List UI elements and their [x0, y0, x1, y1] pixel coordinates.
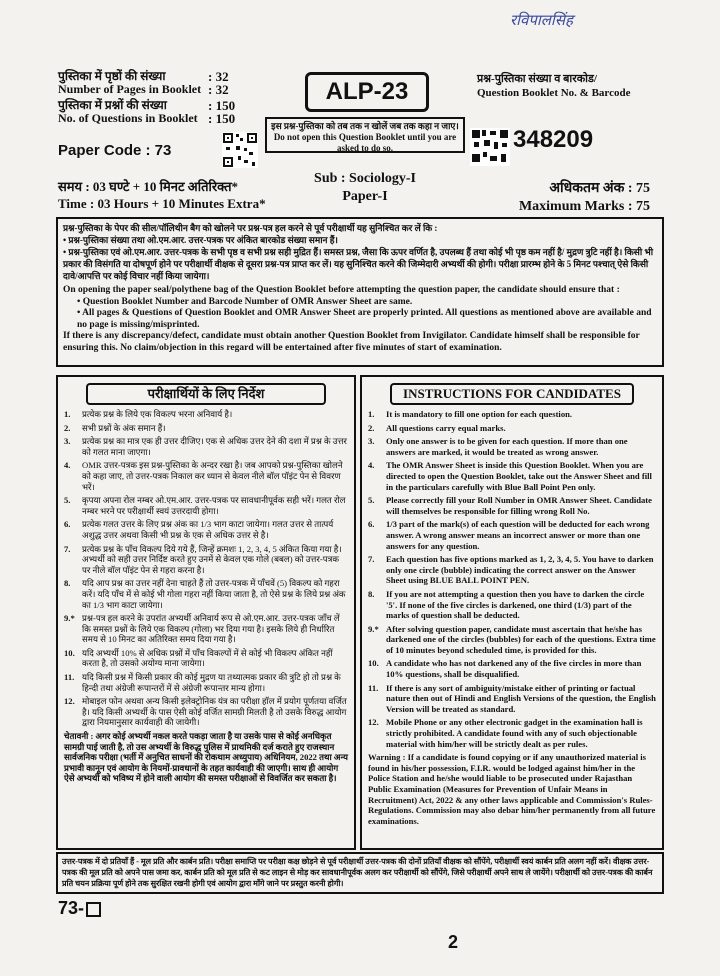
instruction-number: 4. [368, 460, 375, 471]
instruction-number: 5. [64, 495, 71, 506]
instruction-number: 1. [64, 409, 71, 419]
instruction-text: The OMR Answer Sheet is inside this Question Booklet. When you are directed to open the Question Booklet, take out the Answer Sheet and fill in the particulars carefully with Blue Ball Point Pen only. [386, 460, 652, 492]
instruction-number: 12. [368, 717, 379, 728]
instruction-text: After solving question paper, candidate must ascertain that he/she has darkened one of the circles (bubbles) for each of the questions. Extra time of 10 minutes beyond scheduled time, is provided for this. [386, 623, 656, 655]
instruction-number: 4. [64, 460, 71, 471]
english-instructions-list [362, 409, 662, 749]
english-instructions-title: INSTRUCTIONS FOR CANDIDATES [390, 383, 634, 405]
instruction-item [64, 672, 348, 693]
barcode-label-en: Question Booklet No. & Barcode [477, 87, 631, 99]
english-instructions [360, 375, 664, 850]
instruction-number: 10. [64, 647, 75, 658]
instruction-item [64, 696, 348, 728]
instruction-text: कृपया अपना रोल नम्बर ओ.एम.आर. उत्तर-पत्रक पर सावधानीपूर्वक सही भरें। गलत रोल नम्बर भरने पर परीक्षार्थी स्वयं उत्तरदायी होगा। [82, 495, 346, 516]
max-marks-en: Maximum Marks : 75 [518, 199, 650, 214]
instruction-number: 3. [368, 436, 375, 447]
notice-en [63, 285, 657, 354]
instruction-item [64, 436, 348, 457]
questions-label-hi: पुस्तिका में प्रश्नों की संख्या [58, 98, 167, 112]
subject-info [300, 170, 430, 206]
instruction-text: It is mandatory to fill one option for each question. [386, 409, 573, 419]
signature: रविपालसिंह [510, 11, 573, 29]
notice-hi-3: • प्रश्न-पुस्तिका एवं ओ.एम.आर. उत्तर-पत्रक के सभी पृष्ठ व सभी प्रश्न सही मुद्रित हैं। समस्त प्रश्न, जैसा कि ऊपर वर्णित है, उपलब्ध हैं तथा कोई भी पृष्ठ कम नहीं है/ मुद्रण त्रुटि नहीं है। किसी भी प्रकार की विसंगति या दोषपूर्ण होने पर परीक्षार्थी वीक्षक से दूसरा प्रश्न-पत्र प्राप्त कर लें। यह सुनिश्चित करने की जिम्मेदारी अभ्यर्थी की होगी। परीक्षा प्रारम्भ होने के 5 मिनट पश्चात् ऐसे किसी दावे/आपत्ति पर कोई विचार नहीं किया जायेगा। [63, 247, 654, 281]
instruction-item [368, 717, 656, 749]
instruction-number: 6. [368, 519, 375, 530]
instruction-item [368, 589, 656, 621]
square-icon [86, 902, 101, 917]
page-code-text: 73- [58, 898, 85, 918]
paper-code: Paper Code : 73 [58, 142, 172, 159]
instruction-item [368, 495, 656, 516]
instruction-number: 9.* [368, 623, 379, 634]
questions-value-en: : 150 [208, 111, 236, 126]
instruction-text: Please correctly fill your Roll Number in OMR Answer Sheet. Candidate will themselves be responsible for filling wrong Roll No. [386, 495, 652, 516]
instruction-number: 7. [368, 554, 375, 565]
instruction-text: Only one answer is to be given for each question. If more than one answers are marked, it would be treated as wrong answer. [386, 436, 628, 457]
instruction-text: प्रत्येक प्रश्न का मात्र एक ही उत्तर दीजिए। एक से अधिक उत्तर देने की दशा में प्रश्न के उत्तर को गलत माना जाएगा। [82, 436, 347, 457]
instruction-number: 3. [64, 436, 71, 447]
hindi-warning: चेतावनी : अगर कोई अभ्यर्थी नकल करते पकड़ा जाता है या उसके पास से कोई अनधिकृत सामग्री पाई जाती है, तो उस अभ्यर्थी के विरुद्ध पुलिस में प्राथमिकी दर्ज कराते हुए राजस्थान सार्वजनिक परीक्षा (भर्ती में अनुचित साधनों की रोकथाम अध्युपाय) अधिनियम, 2022 तथा अन्य प्रभावी कानून एवं आयोग के नियमों-प्रावधानों के तहत कार्यवाही की जाएगी। साथ ही आयोग ऐसे अभ्यर्थी को भविष्य में होने वाली आयोग की समस्त परीक्षाओं से विवर्जित कर सकता है। [64, 731, 348, 784]
english-warning: Warning : If a candidate is found copying or if any unauthorized material is found in his/her possession, F.I.R. would be lodged against him/her in the Police Station and he/she would liable to be prosecuted under Rajasthan Public Examination (Measures for Prevention of Unfair Means in Recruitment) Act, 2022 & any other laws applicable and Commission's Rules-Regulations. Commission may also debar him/her permanently from all future examinations. [368, 752, 656, 826]
hindi-instructions [56, 375, 356, 850]
instruction-item [368, 409, 656, 420]
instruction-item [368, 658, 656, 679]
pages-label-en: Number of Pages in Booklet [58, 82, 202, 96]
instruction-item [368, 554, 656, 586]
instruction-text: प्रत्येक प्रश्न के लिये एक विकल्प भरना अनिवार्य है। [82, 409, 233, 419]
instruction-text: Mobile Phone or any other electronic gadget in the examination hall is strictly prohibited. A candidate found with any of such objectionable material with him/her will be strictly dealt as per rules. [386, 717, 643, 749]
instruction-item [64, 648, 348, 669]
instruction-number: 8. [368, 588, 375, 599]
instruction-number: 9.* [64, 613, 75, 624]
instruction-item [64, 409, 348, 420]
max-marks-hi: अधिकतम अंक : 75 [549, 181, 650, 196]
barcode-label-hi: प्रश्न-पुस्तिका संख्या व बारकोड/ [477, 73, 597, 85]
instruction-text: All questions carry equal marks. [386, 422, 506, 433]
instruction-text: यदि आप प्रश्न का उत्तर नहीं देना चाहते हैं तो उत्तर-पत्रक में पाँचवें (5) विकल्प को गहरा करें। यदि पाँच में से कोई भी गोला गहरा नहीं किया जाता है, तो ऐसे प्रश्न के लिये प्रश्न अंक का 1/3 भाग काटा जायेगा। [82, 578, 346, 610]
instruction-text: OMR उत्तर-पत्रक इस प्रश्न-पुस्तिका के अन्दर रखा है। जब आपको प्रश्न-पुस्तिका खोलने को कहा जाए, तो उत्तर-पत्रक निकाल कर ध्यान से केवल नीले बॉल पॉइंट पेन से विवरण भरें। [82, 460, 343, 492]
instruction-number: 5. [368, 495, 375, 506]
max-marks [519, 180, 650, 216]
notice-en-1: On opening the paper seal/polythene bag of the Question Booklet before attempting the question paper, the candidate should ensure that : [63, 285, 620, 295]
time-hi: समय : 03 घण्टे + 10 मिनट अतिरिक्त* [58, 179, 239, 194]
instruction-item [368, 423, 656, 434]
notice-en-4: If there is any discrepancy/defect, candidate must obtain another Question Booklet from Invigilator. Candidate himself shall be responsible for ensuring this. No claim/objection in this regard will be entertained after five minutes of start of examination. [63, 331, 640, 353]
questions-label-en: No. of Questions in Booklet [58, 111, 198, 125]
subject-name: Sub : Sociology-I [314, 171, 416, 186]
instruction-number: 11. [368, 682, 379, 693]
opening-notice [56, 217, 664, 367]
pages-value: : 32 [208, 69, 229, 84]
qr-code-icon [222, 132, 258, 168]
instruction-number: 2. [368, 422, 375, 433]
instruction-number: 12. [64, 696, 75, 707]
booklet-number: 348209 [513, 126, 594, 153]
booklet-info [58, 70, 235, 125]
instruction-text: If you are not attempting a question then you have to darken the circle '5'. If none of the five circles is darkened, one third (1/3) part of the marks of question shall be deducted. [386, 588, 645, 621]
time-info [58, 178, 266, 212]
instruction-text: 1/3 part of the mark(s) of each question will be deducted for each wrong answer. A wrong answer means an incorrect answer or more than one answers for any question. [386, 519, 650, 551]
booklet-barcode-label [477, 72, 631, 100]
page-code [58, 898, 101, 919]
instruction-item [368, 519, 656, 551]
instruction-item [64, 460, 348, 492]
questions-value: : 150 [208, 98, 236, 113]
instruction-text: If there is any sort of ambiguity/mistake either of printing or factual nature then out of Hindi and English Versions of the question, the English Version will be treated as standard. [386, 682, 656, 714]
instruction-item [64, 519, 348, 540]
instruction-text: प्रश्न-पत्र हल करने के उपरांत अभ्यर्थी अनिवार्य रूप से ओ.एम.आर. उत्तर-पत्रक जाँच लें कि समस्त प्रश्नों के लिये एक विकल्प (गोला) भर दिया गया है। इसके लिये ही निर्धारित समय से 10 मिनट का अतिरिक्त समय दिया गया है। [82, 613, 340, 645]
notice-hi-2: • प्रश्न-पुस्तिका संख्या तथा ओ.एम.आर. उत्तर-पत्रक पर अंकित बारकोड संख्या समान हैं। [63, 235, 338, 245]
notice-hi-1: प्रश्न-पुस्तिका के पेपर की सील/पॉलिथीन बैग को खोलने पर प्रश्न-पत्र हल करने से पूर्व परीक्षार्थी यह सुनिश्चित कर लें कि : [63, 223, 438, 233]
notice-en-2: • Question Booklet Number and Barcode Number of OMR Answer Sheet are same. [77, 296, 413, 307]
instruction-text: सभी प्रश्नों के अंक समान हैं। [82, 422, 166, 433]
instruction-item [64, 495, 348, 516]
instruction-item [64, 423, 348, 434]
pages-value-en: : 32 [208, 82, 229, 97]
instruction-text: यदि अभ्यर्थी 10% से अधिक प्रश्नों में पाँच विकल्पों में से कोई भी विकल्प अंकित नहीं करता है, तो उसको अयोग्य माना जायेगा। [82, 647, 333, 669]
instruction-item [368, 624, 656, 656]
instruction-text: A candidate who has not darkened any of the five circles in more than 10% questions, shall be disqualified. [386, 658, 642, 680]
instruction-item [368, 436, 656, 457]
instruction-number: 8. [64, 578, 71, 589]
answer-sheet-notice: उत्तर-पत्रक में दो प्रतियाँ हैं - मूल प्रति और कार्बन प्रति। परीक्षा समाप्ति पर परीक्षा कक्ष छोड़ने से पूर्व परीक्षार्थी उत्तर-पत्रक की दोनों प्रतियाँ वीक्षक को सौंपेंगे, परीक्षार्थी स्वयं कार्बन प्रति अलग नहीं करें। वीक्षक उत्तर-पत्रक की मूल प्रति को अपने पास जमा कर, कार्बन प्रति को मूल प्रति से कट लाइन से मोड़ कर सावधानीपूर्वक अलग कर परीक्षार्थी को सौंपेंगे, जिसे परीक्षार्थी अपने साथ ले जायेंगे। परीक्षार्थी को उत्तर-पत्रक की कार्बन प्रति चयन प्रक्रिया पूर्ण होने तक सुरक्षित रखनी होगी एवं आयोग द्वारा माँगे जाने पर प्रस्तुत करनी होगी। [56, 852, 664, 894]
instruction-number: 6. [64, 519, 71, 530]
do-not-open-notice: इस प्रश्न-पुस्तिका को तब तक न खोलें जब तक कहा न जाए। Do not open this Question Booklet until you are asked to do so. [265, 117, 465, 153]
page-number: 2 [448, 932, 459, 952]
instruction-text: मोबाइल फोन अथवा अन्य किसी इलेक्ट्रोनिक यंत्र का परीक्षा हॉल में प्रयोग पूर्णतया वर्जित है। यदि किसी अभ्यर्थी के पास ऐसी कोई वर्जित सामग्री मिलती है तो उसके विरुद्ध आयोग द्वारा नियमानुसार कार्यवाही की जायेगी। [82, 696, 347, 728]
instruction-item [64, 578, 348, 610]
instruction-item [64, 613, 348, 645]
instruction-text: Each question has five options marked as 1, 2, 3, 4, 5. You have to darken only one circle (bubble) indicating the correct answer on the Answer Sheet using BLUE BALL POINT PEN. [386, 554, 654, 586]
instruction-number: 1. [368, 409, 375, 419]
series-code-box: ALP-23 [305, 72, 429, 112]
instruction-number: 7. [64, 543, 71, 554]
instruction-number: 2. [64, 422, 71, 433]
notice-en-3: • All pages & Questions of Question Booklet and OMR Answer Sheet are properly printed. All questions as mentioned above are available and no page is missing/misprinted. [77, 308, 652, 330]
barcode-icon [470, 128, 510, 166]
instruction-number: 10. [368, 658, 379, 669]
instruction-text: प्रत्येक गलत उत्तर के लिए प्रश्न अंक का 1/3 भाग काटा जायेगा। गलत उत्तर से तात्पर्य अशुद्ध उत्तर अथवा किसी भी प्रश्न के एक से अधिक उत्तर से है। [82, 519, 334, 540]
hindi-instructions-title: परीक्षार्थियों के लिए निर्देश [86, 383, 327, 405]
instruction-text: यदि किसी प्रश्न में किसी प्रकार की कोई मुद्रण या तथ्यात्मक प्रकार की त्रुटि हो तो प्रश्न के हिन्दी तथा अंग्रेजी रूपान्तरों में से अंग्रेजी रूपान्तर मान्य होगा। [82, 672, 341, 693]
pages-label-hi: पुस्तिका में पृष्ठों की संख्या [58, 69, 166, 83]
instruction-item [368, 683, 656, 715]
hindi-instructions-list [58, 409, 354, 728]
instruction-number: 11. [64, 672, 75, 683]
instruction-text: प्रत्येक प्रश्न के पाँच विकल्प दिये गये हैं, जिन्हें क्रमशः 1, 2, 3, 4, 5 अंकित किया गया है। अभ्यर्थी को सही उत्तर निर्दिष्ट करते हुए उनमें से केवल एक गोले (बबल) को उत्तर-पत्रक पर नीले बॉल पॉइंट पेन से गहरा करना है। [82, 543, 342, 575]
paper-name: Paper-I [342, 189, 388, 204]
time-en: Time : 03 Hours + 10 Minutes Extra* [58, 196, 266, 211]
instruction-item [368, 460, 656, 492]
instruction-item [64, 544, 348, 576]
